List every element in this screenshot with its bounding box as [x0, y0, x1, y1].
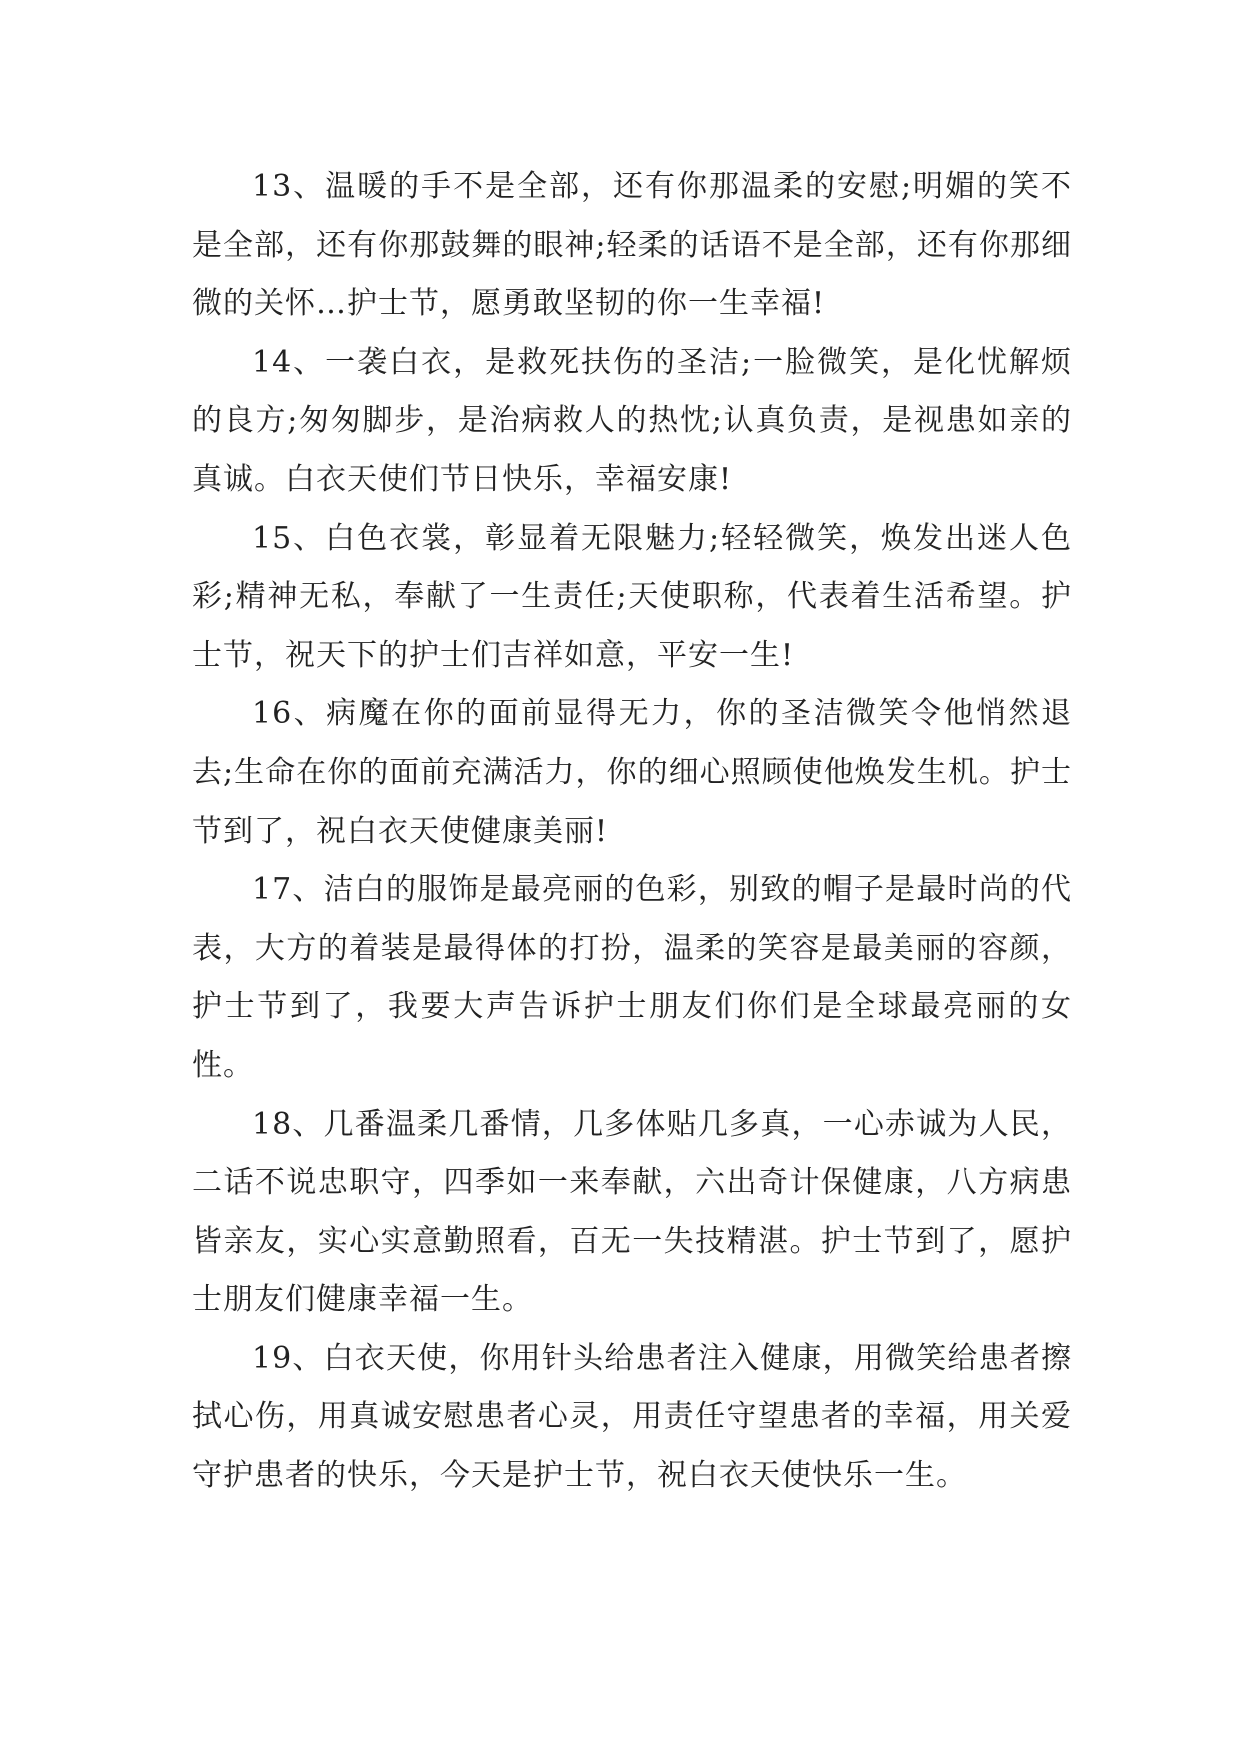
- paragraph-17: 17、洁白的服饰是最亮丽的色彩，别致的帽子是最时尚的代表，大方的着装是最得体的打扮，温柔的笑容是最美丽的容颜，护士节到了，我要大声告诉护士朋友们你们是全球最亮丽的女性。: [192, 872, 1072, 1083]
- paragraph-14: 14、一袭白衣，是救死扶伤的圣洁;一脸微笑，是化忧解烦的良方;匆匆脚步，是治病救人的热忱;认真负责，是视患如亲的真诚。白衣天使们节日快乐，幸福安康!: [192, 344, 1072, 497]
- paragraph-19: 19、白衣天使，你用针头给患者注入健康，用微笑给患者擦拭心伤，用真诚安慰患者心灵，用责任守望患者的幸福，用关爱守护患者的快乐，今天是护士节，祝白衣天使快乐一生。: [192, 1340, 1072, 1494]
- paragraph-15: 15、白色衣裳，彰显着无限魅力;轻轻微笑，焕发出迷人色彩;精神无私，奉献了一生责任;天使职称，代表着生活希望。护士节，祝天下的护士们吉祥如意，平安一生!: [192, 520, 1072, 673]
- paragraph-13: 13、温暖的手不是全部，还有你那温柔的安慰;明媚的笑不是全部，还有你那鼓舞的眼神;轻柔的话语不是全部，还有你那细微的关怀…护士节，愿勇敢坚韧的你一生幸福!: [192, 169, 1072, 322]
- paragraph-16: 16、病魔在你的面前显得无力，你的圣洁微笑令他悄然退去;生命在你的面前充满活力，你的细心照顾使他焕发生机。护士节到了，祝白衣天使健康美丽!: [192, 696, 1072, 849]
- paragraph-18: 18、几番温柔几番情，几多体贴几多真，一心赤诚为人民，二话不说忠职守，四季如一来奉献，六出奇计保健康，八方病患皆亲友，实心实意勤照看，百无一失技精湛。护士节到了，愿护士朋友们健康幸福一生。: [192, 1106, 1072, 1318]
- body-text: [192, 158, 1072, 1506]
